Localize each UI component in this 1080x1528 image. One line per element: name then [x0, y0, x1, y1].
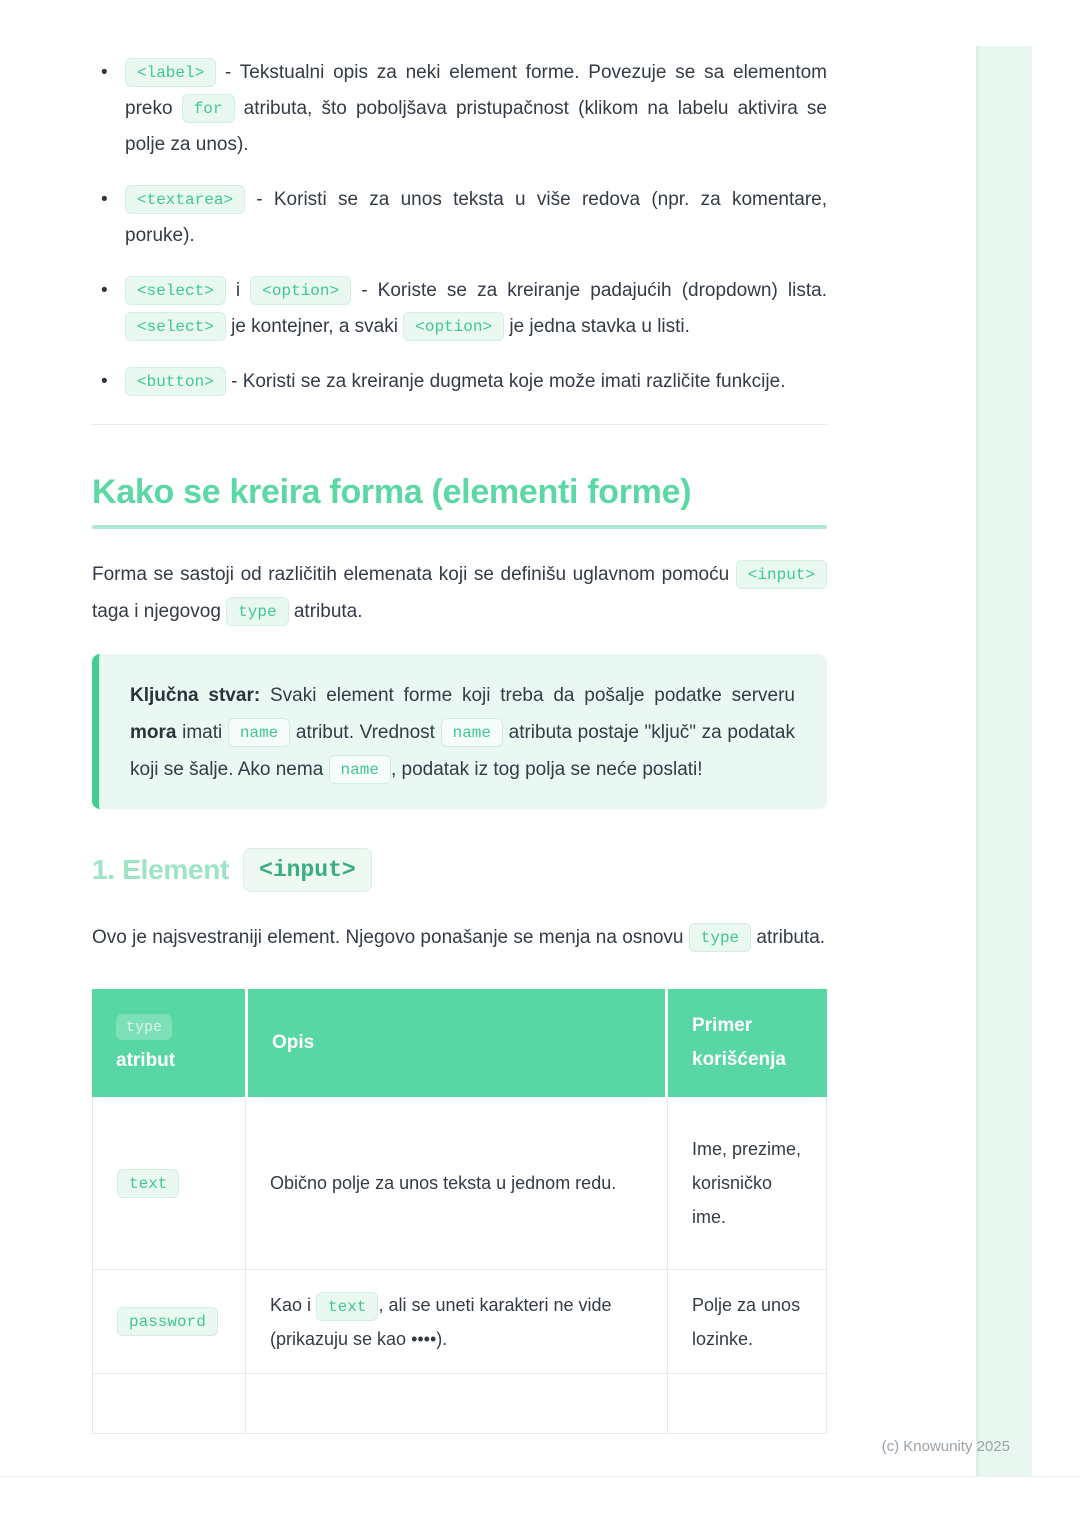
- inline-code-chip: <select>: [125, 312, 226, 341]
- header-cell-type-attribute: [92, 989, 245, 1097]
- cell-desc-password: [245, 1270, 667, 1373]
- input-element-paragraph: Ovo je najsvestraniji element. Njegovo ponašanje se menja na osnovu type atributa.: [92, 919, 827, 956]
- key-note-callout: Ključna stvar: Svaki element forme koji treba da pošalje podatke serveru mora imati name atribut. Vrednost name atributa postaje "ključ" za podatak koji se šalje. Ako nema name , podatak iz tog polja se neće poslati!: [92, 654, 827, 809]
- table-row-text: [93, 1097, 826, 1269]
- inline-code-chip: <textarea>: [125, 185, 245, 214]
- inline-code-chip: name: [329, 755, 391, 784]
- intro-paragraph: Forma se sastoji od različitih elemenata koji se definišu uglavnom pomoću <input> taga i njegovog type atributa.: [92, 556, 827, 630]
- desc-password: Kao i text , ali se uneti karakteri ne vide (prikazuju se kao ••••).: [270, 1288, 643, 1356]
- page-side-strip: [976, 46, 1032, 1477]
- inline-code-chip: <option>: [250, 276, 351, 305]
- inline-code-chip: <input>: [736, 560, 827, 589]
- cell-type-text: [93, 1097, 245, 1269]
- example-text: Ime, prezime, korisničko ime.: [692, 1139, 802, 1227]
- table-body: [92, 1097, 827, 1434]
- table-row-partial: [93, 1373, 826, 1433]
- table-row-password: [93, 1269, 826, 1373]
- header-label-atribut: atribut: [116, 1050, 176, 1071]
- inline-code-chip: <option>: [403, 312, 504, 341]
- inline-code-chip: <label>: [125, 58, 216, 87]
- bullet-item-textarea: • <textarea> - Koristi se za unos teksta u više redova (npr. za komentare, poruke).: [92, 182, 827, 254]
- desc-text: Obično polje za unos teksta u jednom redu.: [270, 1173, 617, 1193]
- cell-type-password: [93, 1270, 245, 1373]
- input-types-table: [92, 989, 827, 1434]
- input-tag-code-chip: <input>: [243, 848, 372, 892]
- password-code-chip: password: [117, 1307, 218, 1336]
- section-heading-input-element: [92, 848, 827, 892]
- table-header-row: [92, 989, 827, 1097]
- cell-desc-text: [245, 1097, 667, 1269]
- footer-copyright: (c) Knowunity 2025: [881, 1438, 1010, 1455]
- example-password: Polje za unos lozinke.: [692, 1294, 801, 1349]
- section-divider: [92, 424, 827, 425]
- form-elements-bullet-list: [92, 55, 827, 400]
- bullet-item-button: • <button> - Koristi se za kreiranje dugmeta koje može imati različite funkcije.: [92, 364, 827, 400]
- cell-example-password: [667, 1270, 826, 1373]
- inline-code-chip: type: [689, 923, 751, 952]
- cell-example-text: [667, 1097, 826, 1269]
- header-label-opis: Opis: [272, 1032, 315, 1053]
- inline-code-chip: <select>: [125, 276, 226, 305]
- header-label-primer: Primer korišćenja: [692, 1015, 786, 1070]
- header-cell-description: [245, 989, 668, 1097]
- inline-code-chip: for: [182, 94, 235, 123]
- bullet-item-label: • <label> - Tekstualni opis za neki element forme. Povezuje se sa elementom preko for atributa, što poboljšava pristupačnost (klikom na labelu aktivira se polje za unos).: [92, 55, 827, 163]
- inline-code-chip: name: [228, 718, 290, 747]
- section-heading-label: 1. Element: [92, 854, 230, 885]
- page-title: Kako se kreira forma (elementi forme): [92, 473, 692, 511]
- text-code-chip: text: [117, 1169, 179, 1198]
- header-cell-example: [668, 989, 827, 1097]
- inline-code-chip: name: [441, 718, 503, 747]
- type-code-chip: type: [116, 1014, 172, 1040]
- inline-code-chip: type: [226, 597, 288, 626]
- bullet-item-select-option: • <select> i <option> - Koriste se za kreiranje padajućih (dropdown) lista. <select> je kontejner, a svaki <option> je jedna stavka u listi.: [92, 273, 827, 345]
- inline-code-chip: <button>: [125, 367, 226, 396]
- inline-code-chip: text: [316, 1292, 378, 1321]
- title-underline: [92, 525, 827, 529]
- page-content: [92, 0, 827, 1434]
